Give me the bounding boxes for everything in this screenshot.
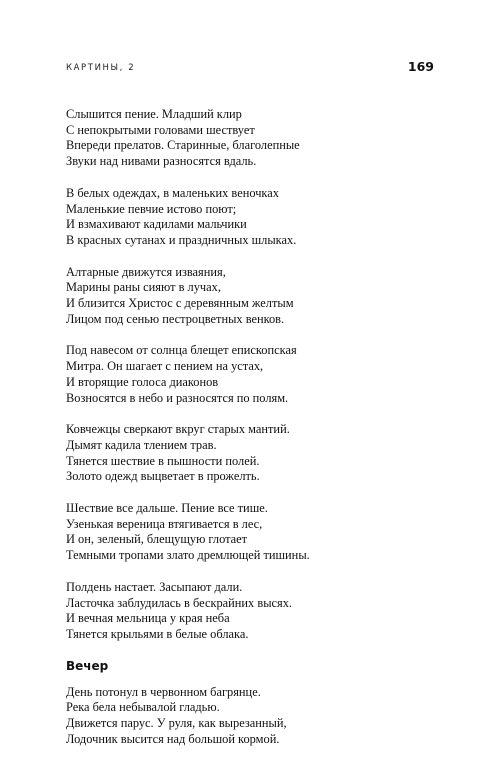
verse-line: Ласточка заблудилась в бескрайних высях. (66, 595, 293, 610)
verse-line: Ковчежцы сверкают вкруг старых мантий. (66, 422, 290, 437)
verse-line: Тянется крыльями в белые облака. (66, 626, 249, 641)
verse-line: Марины раны сияют в лучах, (66, 280, 221, 295)
verse-line: И он, зеленый, блещущую глотает (66, 532, 248, 547)
stanza (66, 422, 446, 485)
verse-line: Шествие все дальше. Пение все тише. (66, 501, 268, 516)
stanza (66, 685, 446, 748)
stanza (66, 265, 446, 328)
page-number: 169 (407, 59, 434, 74)
verse-line: Слышится пение. Младший клир (66, 107, 242, 121)
verse-line: Возносятся в небо и разносятся по полям. (66, 390, 289, 405)
verse-line: И вторящие голоса диаконов (66, 374, 219, 389)
verse-line: Движется парус. У руля, как вырезанный, (66, 716, 287, 731)
verse-line: День потонул в червонном багрянце. (66, 684, 261, 699)
verse-line: Лицом под сенью пестроцветных венков. (66, 311, 285, 326)
verse-line: В белых одеждах, в маленьких веночках (66, 185, 279, 200)
poem-body (66, 107, 446, 764)
verse-line: Митра. Он шагает с пением на устах, (66, 359, 264, 374)
verse-line: И взмахивают кадилами мальчики (66, 217, 247, 232)
verse-line: Темными тропами злато дремлющей тишины. (66, 548, 310, 563)
verse-line: Река бела небывалой гладью. (66, 700, 220, 715)
verse-line: В красных сутанах и праздничных шлыках. (66, 232, 297, 247)
stanza (66, 107, 446, 170)
verse-line: И вечная мельница у края неба (66, 611, 230, 626)
stanza (66, 343, 446, 406)
verse-line: Тянется шествие в пышности полей. (66, 453, 260, 468)
verse-line: Полдень настает. Засыпают дали. (66, 579, 243, 594)
stanza (66, 580, 446, 643)
verse-line: Под навесом от солнца блещет епископская (66, 343, 297, 358)
stanza (66, 501, 446, 564)
verse-line: Впереди прелатов. Старинные, благолепные (66, 138, 300, 153)
verse-line: С непокрытыми головами шествует (66, 122, 255, 137)
verse-line: Алтарные движутся изваяния, (66, 264, 226, 279)
stanza (66, 186, 446, 249)
verse-line: Дымят кадила тлением трав. (66, 437, 217, 452)
verse-line: Лодочник высится над большой кормой. (66, 731, 280, 746)
verse-line: Узенькая вереница втягивается в лес, (66, 516, 263, 531)
verse-line: Золото одежд выцветает в прожелть. (66, 469, 260, 484)
section-heading: Вечер (66, 658, 109, 673)
verse-line: Маленькие певчие истово поют; (66, 201, 237, 216)
verse-line: И близится Христос с деревянным желтым (66, 296, 294, 311)
verse-line: Звуки над нивами разносятся вдаль. (66, 154, 257, 169)
running-head: КАРТИНЫ, 2 (66, 63, 136, 73)
